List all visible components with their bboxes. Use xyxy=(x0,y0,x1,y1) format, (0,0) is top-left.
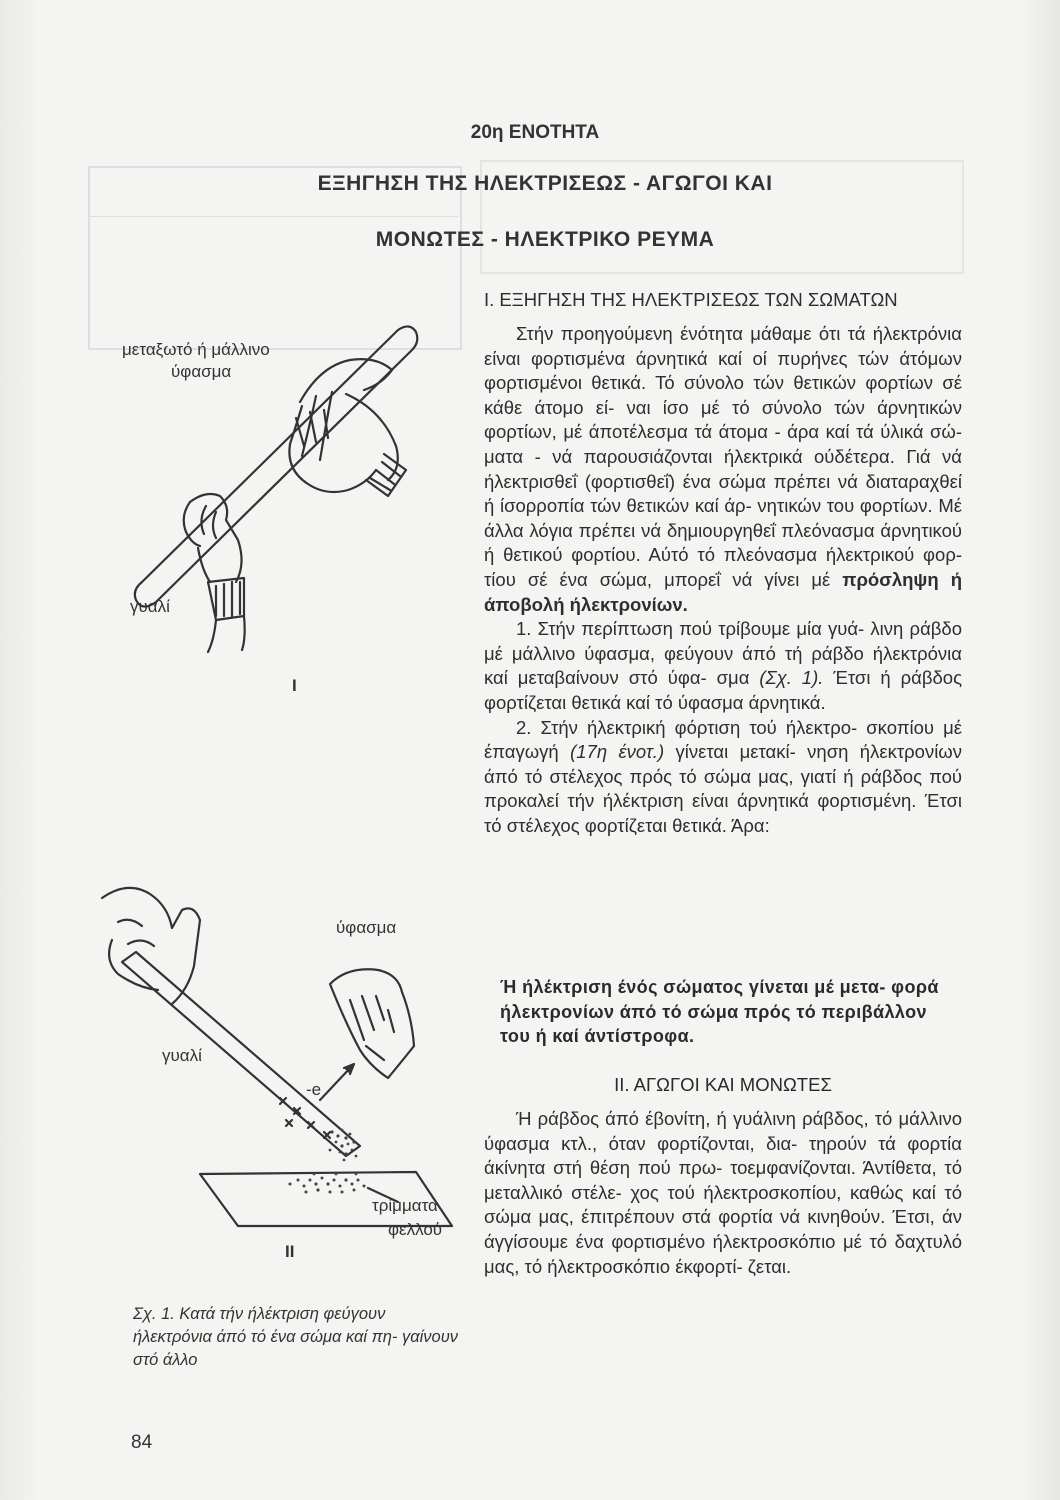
label-electron: -e xyxy=(306,1080,322,1099)
unit-number: 20η ΕΝΟΤΗΤΑ xyxy=(470,122,600,143)
list-item-text: 2. Στήν ήλεκτρική φόρτιση τού ήλεκτρο- σκοπίου μέ έπαγωγή xyxy=(484,716,962,763)
page-number: 84 xyxy=(131,1432,153,1453)
label-glass-1: γυαλί xyxy=(130,597,170,616)
paragraph-text: Στήν προηγούμενη ένότητα μάθαμε ότι τά ήλεκτρόνια είναι φορτισμένα άρνητικά καί οί πυρήνες τών άτόμων φορτισμένοι θετικά. Τό σύνολο τών θετικών φορτίων σέ κάθε άτομο εί- ναι ίσο μέ τό σύνολο τών άρνητικών φορτίων, μέ άποτέλεσμα τά άτομα - άρα καί τά ύλικά σώ- ματα - νά παρουσιάζονται ήλεκτρικά ούδέτερα. Γιά νά ήλεκτρισθεΐ (φορτισθεΐ) ένα σώμα πρέπει νά διαταραχθεί ή ίσορροπία τών θετικών καί άρ- νητικών του φορτίων. Μέ άλλα λόγια πρέπει νά δημιουργηθεΐ πλεόνασμα άρνητικού ή θετικού φορτίου. Αύτό τό πλεόνασμα ήλεκτρικού φορ- τίου σέ ένα σώμα, μπορεΐ νά γίνει μέ xyxy=(484,323,962,590)
figure-numeral-2: II xyxy=(285,1242,295,1261)
page-title-line-2: ΜΟΝΩΤΕΣ - ΗΛΕΚΤΡΙΚΟ ΡΕΥΜΑ xyxy=(375,228,715,251)
list-item-text: 1. Στήν περίπτωση πού τρίβουμε μία γυά- λινη ράβδο μέ μάλλινο ύφασμα, φεύγουν άπό τή ράβδο ήλεκτρόνια καί μεταβαίνουν στό ύφα- σμα xyxy=(484,618,962,689)
paragraph-conductors: Ή ράβδος άπό έβονίτη, ή γυάλινη ράβδος, τό μάλλινο ύφασμα κτλ., όταν φορτίζονται, δια- τηρούν τά φορτία άκίνητα στή θέση πού πρω- τοεμφανίζονται. Άντίθετα, τό μεταλλικό στέλε- χος τού ήλεκτροσκοπίου, καθώς καί τό σώμα μας, έπιτρέπουν στά φορτία νά κινηθούν. Έτσι, άν άγγίσουμε ένα φορτισμένο ήλεκτροσκόπιο μέ τό δαχτυλό μας, τό ήλεκτροσκόπιο έκφορτί- ζεται. xyxy=(484,1108,962,1277)
figure-numeral-1: I xyxy=(292,676,297,695)
label-crumbs-line-2: φελλού xyxy=(388,1220,443,1239)
unit-reference: (17η ένοτ.) xyxy=(570,741,665,763)
bold-term-loss: ή άποβολή ήλεκτρονίων. xyxy=(484,568,963,615)
figure-reference: (Σχ. 1). xyxy=(759,667,824,689)
key-statement: Ή ήλέκτριση ένός σώματος γίνεται μέ μετα- φορά ήλεκτρονίων άπό τό σώμα πρός τό περιβάλλον του ή καί άντίστροφα. xyxy=(500,977,939,1046)
label-cloth-2: ύφασμα xyxy=(336,918,397,937)
section-2-body xyxy=(484,1107,962,1279)
list-item-1 xyxy=(484,617,962,715)
section-1-body xyxy=(484,322,962,838)
figure-caption: Σχ. 1. Κατά τήν ήλέκτριση φεύγουν ήλεκτρόνια άπό τό ένα σώμα καί πη- γαίνουν στό άλλο xyxy=(133,1305,459,1369)
list-item-2 xyxy=(484,716,962,839)
list-item-text: Έτσι ή ράβδος φορτίζεται θετικά καί τό ύφασμα άρνητικά. xyxy=(484,667,962,713)
section-2-heading: ΙΙ. ΑΓΩΓΟΙ ΚΑΙ ΜΟΝΩΤΕΣ xyxy=(614,1074,832,1095)
label-cloth-line-2: ύφασμα xyxy=(171,362,232,381)
page-title-line-1: ΕΞΗΓΗΣΗ ΤΗΣ ΗΛΕΚΤΡΙΣΕΩΣ - ΑΓΩΓΟΙ ΚΑΙ xyxy=(317,172,773,195)
label-crumbs-line-1: τρίμματα xyxy=(372,1196,438,1215)
list-item-text: γίνεται μετακί- νηση ήλεκτρονίων άπό τό στέλεχος πρός τό σώμα μας, γιατί ή ράβδος πού προκαλεί τήν ήλέκτριση είναι άρνητικά φορτισμένη. Έτσι τό στέλεχος φορτίζεται θετικά. Άρα: xyxy=(484,741,962,836)
label-cloth-line-1: μεταξωτό ή μάλλινο xyxy=(122,340,270,359)
paragraph-charge-balance xyxy=(484,322,962,617)
label-glass-2: γυαλί xyxy=(162,1046,202,1065)
show-through-table-divider xyxy=(88,216,458,217)
section-1-heading: Ι. ΕΞΗΓΗΣΗ ΤΗΣ ΗΛΕΚΤΡΙΣΕΩΣ ΤΩΝ ΣΩΜΑΤΩΝ xyxy=(484,289,898,310)
bold-term-gain: πρόσληψη xyxy=(842,568,939,590)
